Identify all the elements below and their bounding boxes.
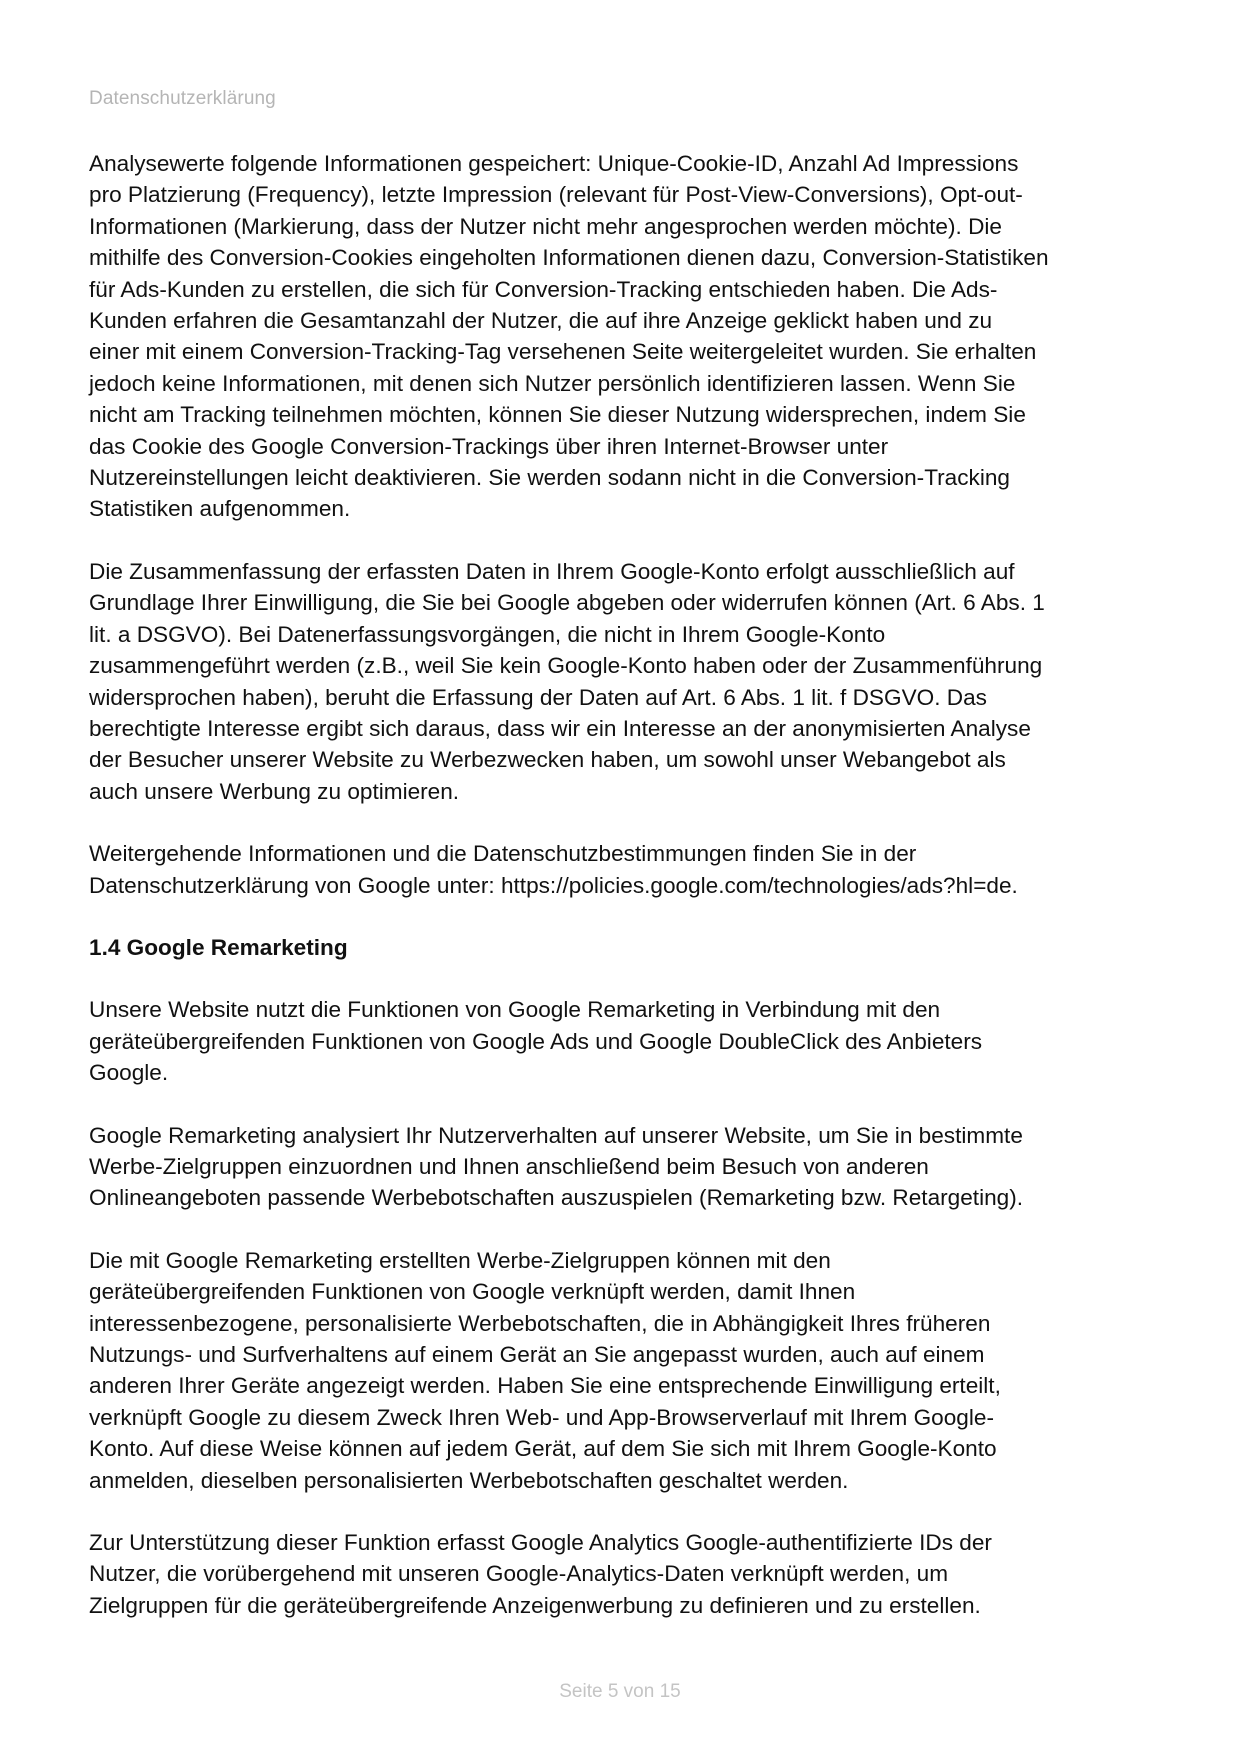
- paragraph-legal-basis: Die Zusammenfassung der erfassten Daten in Ihrem Google-Konto erfolgt ausschließlich auf Grundlage Ihrer Einwilligung, die Sie bei Google abgeben oder widerrufen können (Art. 6 Abs. 1 lit. a DSGVO). Bei Datenerfassungsvorgängen, die nicht in Ihrem Google-Konto zusammengeführt werden (z.B., weil Sie kein Google-Konto haben oder der Zusammenführung widersprochen haben), beruht die Erfassung der Daten auf Art. 6 Abs. 1 lit. f DSGVO. Das berechtigte Interesse ergibt sich daraus, dass wir ein Interesse an der anonymisierten Analyse der Besucher unserer Website zu Werbezwecken haben, um sowohl unser Webangebot als auch unsere Werbung zu optimieren.: [89, 558, 1045, 804]
- page-number: Seite 5 von 15: [559, 1681, 681, 1702]
- document-body: [89, 148, 1164, 1652]
- paragraph-remarketing-analysis: Google Remarketing analysiert Ihr Nutzerverhalten auf unserer Website, um Sie in bestimmte Werbe-Zielgruppen einzuordnen und Ihnen anschließend beim Besuch von anderen Onlineangeboten passende Werbebotschaften auszuspielen (Remarketing bzw. Retargeting).: [89, 1122, 1024, 1211]
- paragraph-remarketing-intro: Unsere Website nutzt die Funktionen von Google Remarketing in Verbindung mit den geräteübergreifenden Funktionen von Google Ads und Google DoubleClick des Anbieters Google.: [89, 997, 983, 1086]
- page-header: Datenschutzerklärung: [89, 88, 276, 109]
- section-heading-google-remarketing: 1.4 Google Remarketing: [89, 934, 348, 960]
- paragraph-conversion-tracking: Analysewerte folgende Informationen gespeichert: Unique-Cookie-ID, Anzahl Ad Impressions pro Platzierung (Frequency), letzte Impression (relevant für Post-View-Conversions), Opt-out- Informationen (Markierung, dass der Nutzer nicht mehr angesprochen werden möchte). Die mithilfe des Conversion-Cookies eingeholten Informationen dienen dazu, Conversion-Statistiken für Ads-Kunden zu erstellen, die sich für Conversion-Tracking entschieden haben. Die Ads- Kunden erfahren die Gesamtanzahl der Nutzer, die auf ihre Anzeige geklickt haben und zu einer mit einem Conversion-Tracking-Tag versehenen Seite weitergeleitet wurden. Sie erhalten jedoch keine Informationen, mit denen sich Nutzer persönlich identifizieren lassen. Wenn Sie nicht am Tracking teilnehmen möchten, können Sie dieser Nutzung widersprechen, indem Sie das Cookie des Google Conversion-Trackings über ihren Internet-Browser unter Nutzereinstellungen leicht deaktivieren. Sie werden sodann nicht in die Conversion-Tracking Statistiken aufgenommen.: [89, 151, 1049, 522]
- paragraph-further-information: Weitergehende Informationen und die Datenschutzbestimmungen finden Sie in der Datenschutzerklärung von Google unter: https://policies.google.com/technologies/ads?hl=de.: [89, 841, 1018, 898]
- paragraph-analytics-ids: Zur Unterstützung dieser Funktion erfasst Google Analytics Google-authentifizierte IDs der Nutzer, die vorübergehend mit unseren Google-Analytics-Daten verknüpft werden, um Zielgruppen für die geräteübergreifende Anzeigenwerbung zu definieren und zu erstellen.: [89, 1530, 992, 1618]
- paragraph-remarketing-cross-device: Die mit Google Remarketing erstellten Werbe-Zielgruppen können mit den geräteübergreifenden Funktionen von Google verknüpft werden, damit Ihnen interessenbezogene, personalisierte Werbebotschaften, die in Abhängigkeit Ihres früheren Nutzungs- und Surfverhaltens auf einem Gerät an Sie angepasst wurden, auch auf einem anderen Ihrer Geräte angezeigt werden. Haben Sie eine entsprechende Einwilligung erteilt, verknüpft Google zu diesem Zweck Ihren Web- und App-Browserverlauf mit Ihrem Google- Konto. Auf diese Weise können auf jedem Gerät, auf dem Sie sich mit Ihrem Google-Konto anmelden, dieselben personalisierten Werbebotschaften geschaltet werden.: [89, 1247, 1001, 1493]
